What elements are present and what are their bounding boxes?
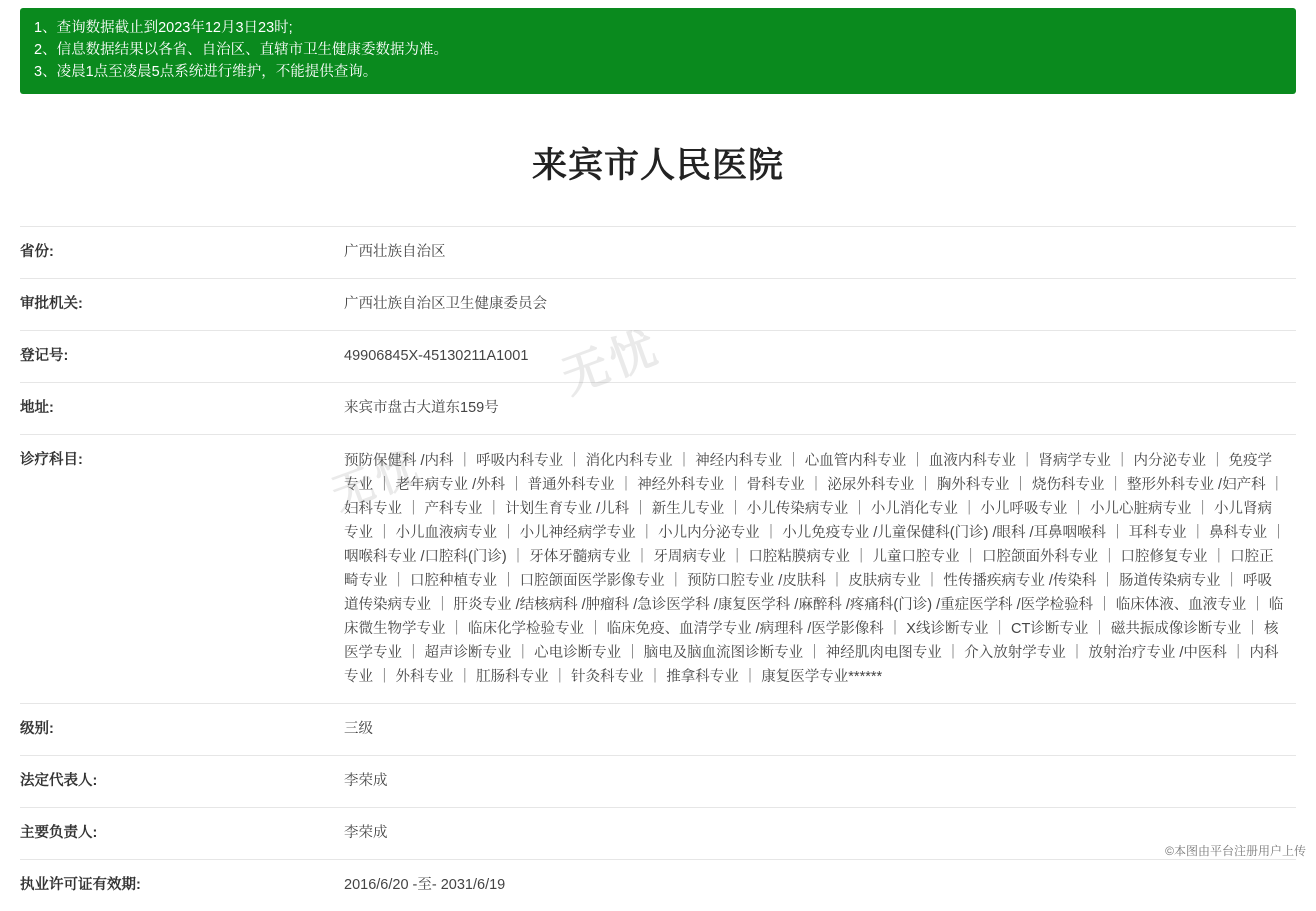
field-label-departments: 诊疗科目: [20, 435, 344, 704]
watermark-text: 无忧 [323, 434, 430, 522]
table-row [20, 860, 1296, 911]
field-value-departments: 预防保健科 /内科 ｜ 呼吸内科专业 ｜ 消化内科专业 ｜ 神经内科专业 ｜ 心血管内科专业 ｜ 血液内科专业 ｜ 肾病学专业 ｜ 内分泌专业 ｜ 免疫学专业 ｜ 老年病专业 /外科 ｜ 普通外科专业 ｜ 神经外科专业 ｜ 骨科专业 ｜ 泌尿外科专业 ｜ 胸外科专业 ｜ 烧伤科专业 ｜ 整形外科专业 /妇产科 ｜ 妇科专业 ｜ 产科专业 ｜ 计划生育专业 /儿科 ｜ 新生儿专业 ｜ 小儿传染病专业 ｜ 小儿消化专业 ｜ 小儿呼吸专业 ｜ 小儿心脏病专业 ｜ 小儿肾病专业 ｜ 小儿血液病专业 ｜ 小儿神经病学专业 ｜ 小儿内分泌专业 ｜ 小儿免疫专业 /儿童保健科(门诊) /眼科 /耳鼻咽喉科 ｜ 耳科专业 ｜ 鼻科专业 ｜ 咽喉科专业 /口腔科(门诊) ｜ 牙体牙髓病专业 ｜ 牙周病专业 ｜ 口腔粘膜病专业 ｜ 儿童口腔专业 ｜ 口腔颌面外科专业 ｜ 口腔修复专业 ｜ 口腔正畸专业 ｜ 口腔种植专业 ｜ 口腔颌面医学影像专业 ｜ 预防口腔专业 /皮肤科 ｜ 皮肤病专业 ｜ 性传播疾病专业 /传染科 ｜ 肠道传染病专业 ｜ 呼吸道传染病专业 ｜ 肝炎专业 /结核病科 /肿瘤科 /急诊医学科 /康复医学科 /麻醉科 /疼痛科(门诊) /重症医学科 /医学检验科 ｜ 临床体液、血液专业 ｜ 临床微生物学专业 ｜ 临床化学检验专业 ｜ 临床免疫、血清学专业 /病理科 /医学影像科 ｜ X线诊断专业 ｜ CT诊断专业 ｜ 磁共振成像诊断专业 ｜ 核医学专业 ｜ 超声诊断专业 ｜ 心电诊断专业 ｜ 脑电及脑血流图诊断专业 ｜ 神经肌肉电图专业 ｜ 介入放射学专业 ｜ 放射治疗专业 /中医科 ｜ 内科专业 ｜ 外科专业 ｜ 肛肠科专业 ｜ 针灸科专业 ｜ 推拿科专业 ｜ 康复医学专业****** [344, 435, 1296, 704]
field-value-address: 来宾市盘古大道东159号 [344, 383, 1296, 435]
hospital-info-table [20, 226, 1296, 911]
field-label-legal-representative: 法定代表人: [20, 756, 344, 808]
field-label-license-validity: 执业许可证有效期: [20, 860, 344, 911]
table-row [20, 279, 1296, 331]
field-value-level: 三级 [344, 704, 1296, 756]
table-row [20, 808, 1296, 860]
field-label-province: 省份: [20, 227, 344, 279]
table-row [20, 435, 1296, 704]
page-title [20, 94, 1296, 226]
notice-line-2: 2、信息数据结果以各省、自治区、直辖市卫生健康委数据为准。 [34, 39, 1282, 61]
table-row [20, 331, 1296, 383]
page-container [0, 8, 1316, 863]
field-value-principal: 李荣成 [344, 808, 1296, 860]
field-value-province: 广西壮族自治区 [344, 227, 1296, 279]
table-row [20, 704, 1296, 756]
notice-line-3: 3、凌晨1点至凌晨5点系统进行维护，不能提供查询。 [34, 61, 1282, 83]
notice-line-1: 1、查询数据截止到2023年12月3日23时; [34, 17, 1282, 39]
field-label-address: 地址: [20, 383, 344, 435]
field-value-legal-representative: 李荣成 [344, 756, 1296, 808]
table-row [20, 756, 1296, 808]
table-row [20, 227, 1296, 279]
field-value-license-validity: 2016/6/20 -至- 2031/6/19 [344, 860, 1296, 911]
field-label-approval-authority: 审批机关: [20, 279, 344, 331]
field-label-level: 级别: [20, 704, 344, 756]
field-value-registration-number: 49906845X-45130211A1001 [344, 331, 1296, 383]
field-value-approval-authority: 广西壮族自治区卫生健康委员会 [344, 279, 1296, 331]
field-label-principal: 主要负责人: [20, 808, 344, 860]
footer-credit: ©本图由平台注册用户上传 [1165, 842, 1306, 859]
notice-banner [20, 8, 1296, 94]
field-label-registration-number: 登记号: [20, 331, 344, 383]
table-row [20, 383, 1296, 435]
hospital-name: 来宾市人民医院 [532, 146, 784, 185]
watermark-text: 无忧 [552, 311, 669, 407]
